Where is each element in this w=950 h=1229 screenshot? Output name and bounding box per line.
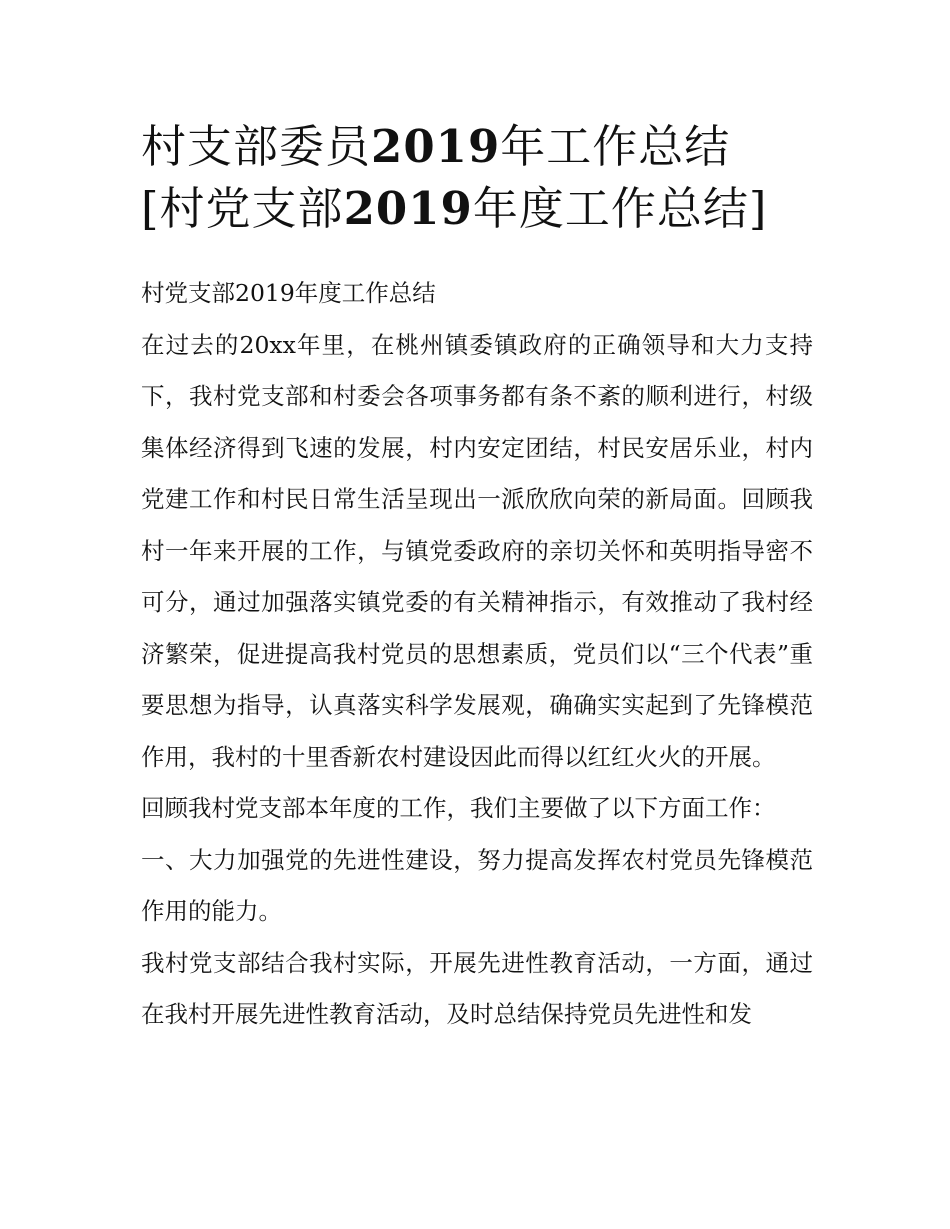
title-line-1: 村支部委员2019年工作总结 [141,120,731,173]
paragraph-section-one-body: 我村党支部结合我村实际，开展先进性教育活动，一方面，通过在我村开展先进性教育活动，及时总结保持党员先进性和发 [141,948,813,1028]
paragraph-subtitle: 村党支部2019年度工作总结 [141,279,436,307]
title-line-2: [村党支部2019年度工作总结] [141,182,768,235]
paragraph-review: 回顾我村党支部本年度的工作，我们主要做了以下方面工作： [141,794,776,822]
document-page [141,116,813,1041]
paragraph-intro: 在过去的20xx年里，在桃州镇委镇政府的正确领导和大力支持下，我村党支部和村委会各项事务都有条不紊的顺利进行，村级集体经济得到飞速的发展，村内安定团结，村民安居乐业，村内党建工作和村民日常生活呈现出一派欣欣向荣的新局面。回顾我村一年来开展的工作，与镇党委政府的亲切关怀和英明指导密不可分，通过加强落实镇党委的有关精神指示，有效推动了我村经济繁荣，促进提高我村党员的思想素质，党员们以“三个代表”重要思想为指导，认真落实科学发展观，确确实实起到了先锋模范作用，我村的十里香新农村建设因此而得以红红火火的开展。 [141,330,813,771]
document-title [141,116,813,240]
document-body [141,268,813,1041]
paragraph-section-one-heading: 一、大力加强党的先进性建设，努力提高发挥农村党员先锋模范作用的能力。 [141,845,813,925]
